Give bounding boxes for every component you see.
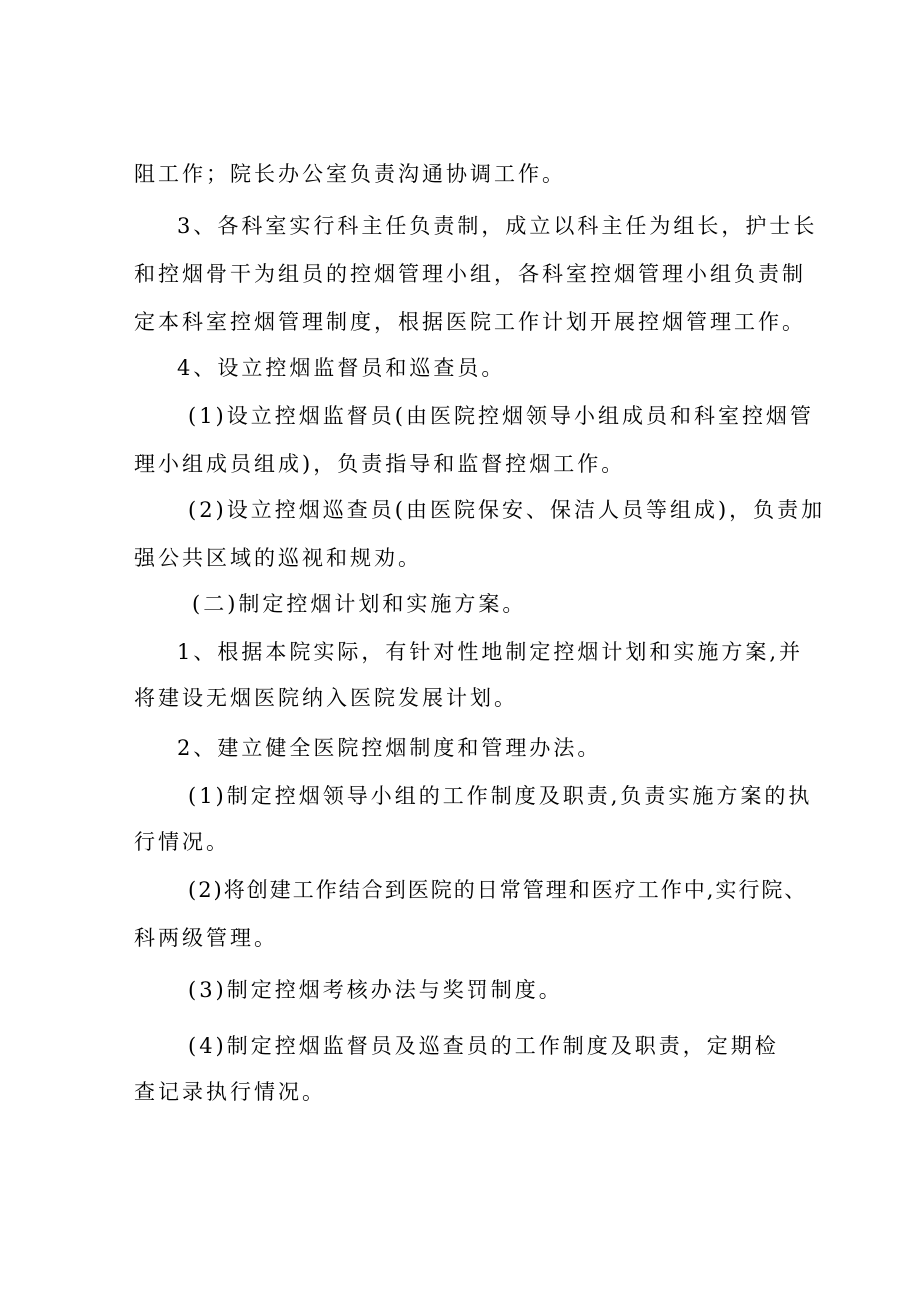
text-line: (2)设立控烟巡查员(由医院保安、保洁人员等组成)，负责加 <box>188 498 826 522</box>
text-line: (1)设立控烟监督员(由医院控烟领导小组成员和科室控烟管 <box>188 404 814 428</box>
text-line: 和控烟骨干为组员的控烟管理小组，各科室控烟管理小组负责制 <box>134 262 806 286</box>
text-line: 1、根据本院实际，有针对性地制定控烟计划和实施方案,并 <box>177 640 804 664</box>
text-line: 理小组成员组成)，负责指导和监督控烟工作。 <box>134 452 626 476</box>
text-line: 定本科室控烟管理制度，根据医院工作计划开展控烟管理工作。 <box>134 310 806 334</box>
text-line: 强公共区域的巡视和规劝。 <box>134 546 422 570</box>
text-line: (1)制定控烟领导小组的工作制度及职责,负责实施方案的执 <box>188 784 813 808</box>
text-line: 2、建立健全医院控烟制度和管理办法。 <box>177 736 602 760</box>
text-line: 阻工作；院长办公室负责沟通协调工作。 <box>134 162 566 186</box>
text-line: 4、设立控烟监督员和巡查员。 <box>177 356 506 380</box>
text-line: (2)将创建工作结合到医院的日常管理和医疗工作中,实行院、 <box>188 878 808 902</box>
text-line: (4)制定控烟监督员及巡查员的工作制度及职责，定期检 <box>188 1034 779 1058</box>
text-line: 科两级管理。 <box>134 926 278 950</box>
text-line: 查记录执行情况。 <box>134 1080 326 1104</box>
text-line: (3)制定控烟考核办法与奖罚制度。 <box>188 978 563 1002</box>
section-heading: (二)制定控烟计划和实施方案。 <box>192 592 527 616</box>
text-line: 3、各科室实行科主任负责制，成立以科主任为组长，护士长 <box>177 214 818 238</box>
text-line: 将建设无烟医院纳入医院发展计划。 <box>134 686 518 710</box>
text-line: 行情况。 <box>134 830 230 854</box>
